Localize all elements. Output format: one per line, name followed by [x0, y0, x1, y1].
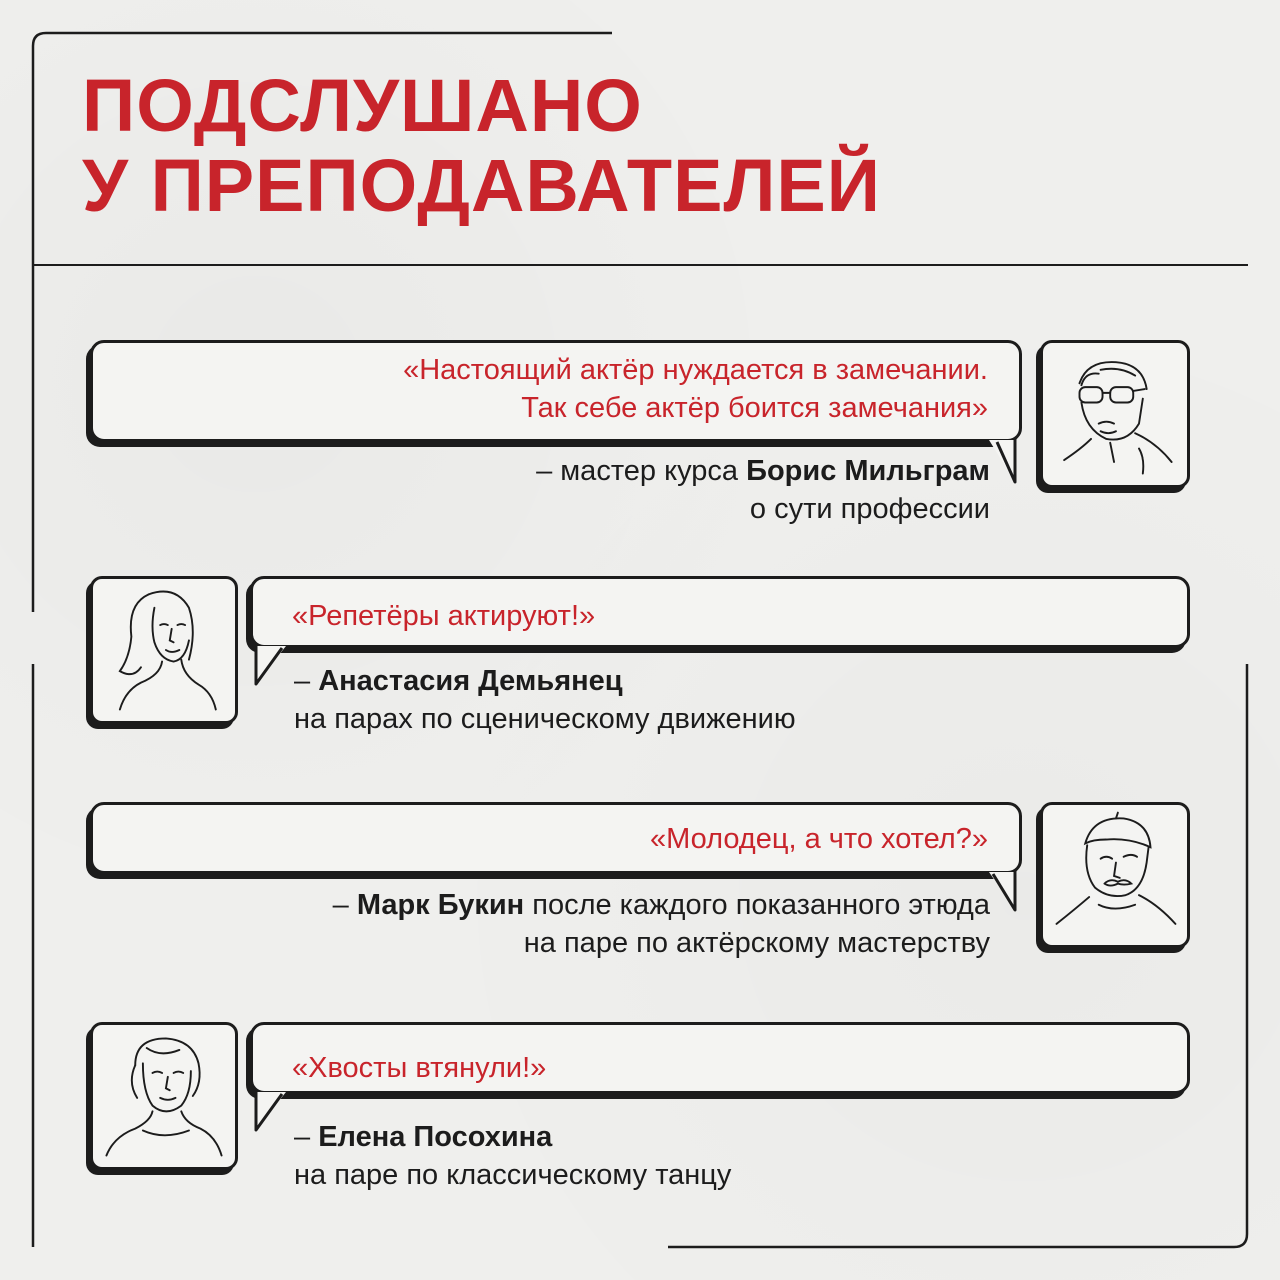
attribution [333, 886, 990, 962]
portrait-frame [90, 576, 238, 724]
teacher-name: Борис Мильграм [746, 455, 990, 487]
portrait-frame [1040, 802, 1190, 948]
attribution-prefix: – мастер курса [536, 455, 747, 487]
attribution [536, 452, 990, 528]
attribution-line-1 [333, 886, 990, 924]
attribution-context: о сути профессии [749, 493, 990, 525]
attribution-line-1 [536, 452, 990, 490]
man-with-cap-portrait-icon [1043, 805, 1187, 945]
attribution [294, 1118, 731, 1194]
quote-text: «Хвосты втянули!» [292, 1052, 547, 1084]
teacher-name: Марк Букин [356, 889, 525, 921]
woman-short-hair-portrait-icon [93, 1025, 235, 1167]
bubble-tail [985, 870, 1025, 914]
page-title [82, 66, 881, 226]
quote-line-2: Так себе актёр боится замечания» [521, 392, 988, 424]
portrait-frame [90, 1022, 238, 1170]
portrait-frame [1040, 340, 1190, 488]
quote-text [403, 351, 988, 427]
teacher-name: Елена Посохина [318, 1121, 553, 1153]
quote-text: «Репетёры актируют!» [292, 600, 596, 632]
title-line-2: У ПРЕПОДАВАТЕЛЕЙ [82, 144, 881, 227]
title-line-1: ПОДСЛУШАНО [82, 64, 643, 147]
bubble-tail [252, 1090, 292, 1134]
attribution-context: на парах по сценическому движению [294, 703, 796, 735]
attribution-line-1 [294, 662, 796, 700]
woman-long-hair-portrait-icon [93, 579, 235, 721]
bubble-tail [985, 438, 1025, 488]
attribution-prefix: – [332, 889, 357, 921]
attribution-context: на паре по актёрскому мастерству [523, 927, 990, 959]
attribution-context: на паре по классическому танцу [294, 1159, 732, 1191]
quote-line-1: «Настоящий актёр нуждается в замечании. [403, 354, 988, 386]
attribution-line-1 [294, 1118, 731, 1156]
man-with-glasses-portrait-icon [1043, 343, 1187, 485]
bubble-tail [252, 644, 292, 688]
attribution-prefix: – [294, 665, 319, 697]
attribution [294, 662, 796, 738]
teacher-name: Анастасия Демьянец [318, 665, 623, 697]
quote-text: «Молодец, а что хотел?» [649, 823, 988, 855]
attribution-suffix: после каждого показанного этюда [524, 889, 990, 921]
attribution-prefix: – [294, 1121, 319, 1153]
